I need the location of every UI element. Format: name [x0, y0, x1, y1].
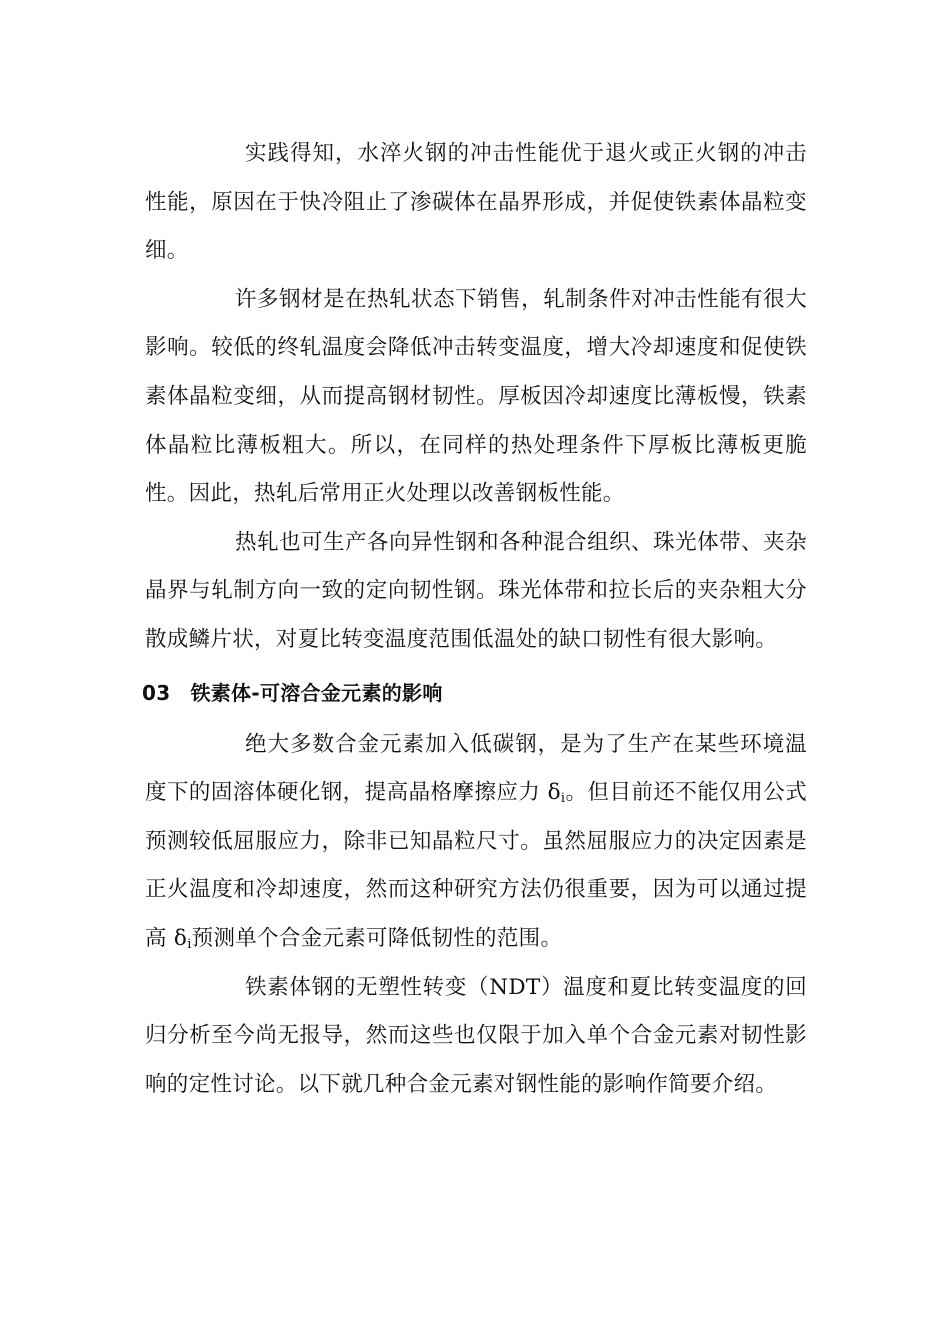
paragraph-ndt-regression: 铁素体钢的无塑性转变（NDT）温度和夏比转变温度的回归分析至今尚无报导，然而这些也仅限于加入单个合金元素对韧性影响的定性讨论。以下就几种合金元素对钢性能的影响作简要介绍。: [145, 974, 807, 1097]
paragraph-alloy-part3: 预测单个合金元素可降低韧性的范围。: [191, 925, 563, 951]
section-number: 03: [142, 680, 171, 705]
paragraph-alloy-part2: 。但目前还不能仅用公式预测较低屈服应力，除非已知晶粒尺寸。虽然屈服应力的决定因素是正火温度和冷却速度，然而这种研究方法仍很重要，因为可以通过提高 δ: [145, 780, 808, 951]
paragraph-alloy-elements: [145, 721, 807, 964]
section-heading: [142, 665, 807, 721]
paragraph-quench-impact: 实践得知，水淬火钢的冲击性能优于退火或正火钢的冲击性能，原因在于快冷阻止了渗碳体在晶界形成，并促使铁素体晶粒变细。: [145, 141, 807, 264]
subscript-i: i: [187, 936, 192, 952]
subscript-i: i: [560, 791, 566, 807]
document-body: [142, 130, 808, 1109]
paragraph-hot-rolling: 许多钢材是在热轧状态下销售，轧制条件对冲击性能有很大影响。较低的终轧温度会降低冲击转变温度，增大冷却速度和促使铁素体晶粒变细，从而提高钢材韧性。厚板因冷却速度比薄板慢，铁素体晶粒比薄板粗大。所以，在同样的热处理条件下厚板比薄板更脆性。因此，热轧后常用正火处理以改善钢板性能。: [145, 286, 807, 507]
paragraph-anisotropic-steel: 热轧也可生产各向异性钢和各种混合组织、珠光体带、夹杂晶界与轧制方向一致的定向韧性钢。珠光体带和拉长后的夹杂粗大分散成鳞片状，对夏比转变温度范围低温处的缺口韧性有很大影响。: [145, 529, 807, 652]
section-title: 铁素体-可溶合金元素的影响: [190, 680, 443, 705]
paragraph-alloy-part1: 绝大多数合金元素加入低碳钢，是为了生产在某些环境温度下的固溶体硬化钢，提高晶格摩擦应力 δ: [145, 731, 807, 806]
